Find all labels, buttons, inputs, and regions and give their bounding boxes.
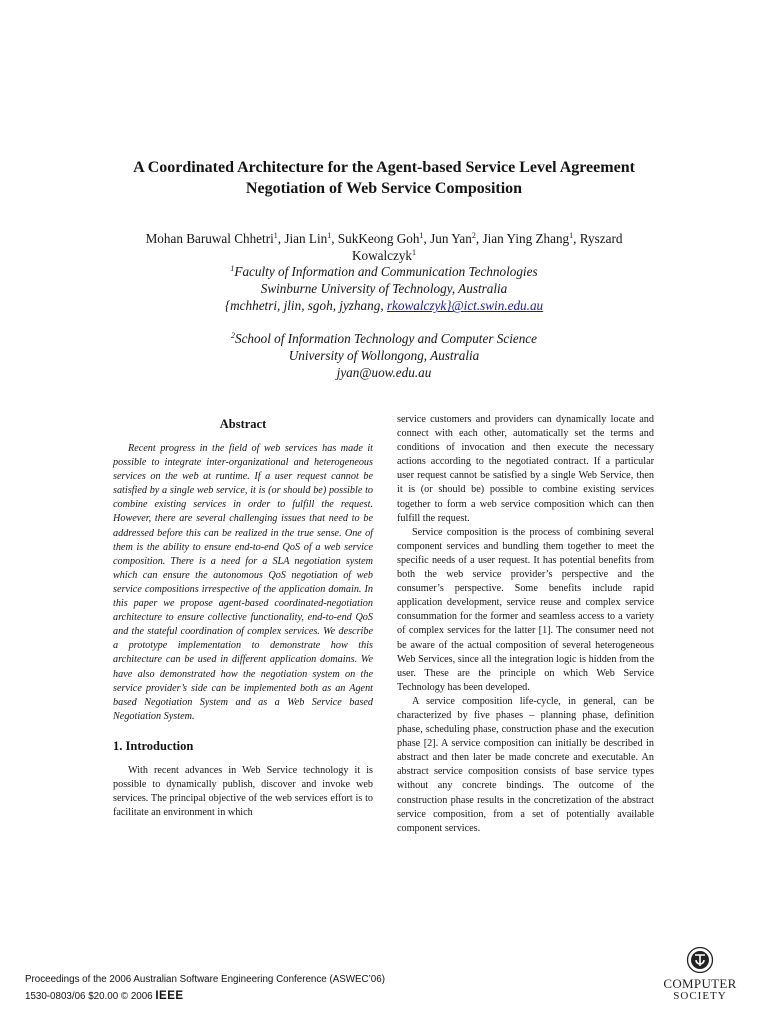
- author-affil-mark: 1: [569, 231, 574, 240]
- author-affil-mark: 1: [273, 231, 278, 240]
- affiliation-org: $^1$Faculty of Information and Communication Technologies: [230, 264, 538, 279]
- author-name: Kowalczyk: [351, 248, 413, 263]
- intro-paragraph-1-continued: service customers and providers can dynamically locate and connect with each other, automatically set the terms and conditions of invocation and then execute the necessary actions according to the negotiated contract. If a particular user request cannot be satisfied by a single Web Service, then it is (or should be) possible to combine existing services together to form a web service composition which can then fulfill the request.: [397, 414, 654, 524]
- author-list: [60, 230, 708, 264]
- computer-society-logo: [662, 946, 738, 1006]
- footer-proceedings: Proceedings of the 2006 Australian Software Engineering Conference (ASWEC’06): [25, 974, 385, 985]
- affiliation-2: [60, 330, 708, 382]
- affiliation-1: [60, 263, 708, 315]
- intro-paragraph-3: A service composition life-cycle, in general, can be characterized by five phases – planning phase, definition phase, scheduling phase, construction phase and the execution phase [2]. A service composition can initially be described in abstract and then later be made concrete and executable. An abstract service composition consists of base service types without any concrete bindings. The outcome of the construction phase results in the concretization of the abstract service composition, from a set of potentially available component services.: [397, 695, 654, 834]
- author-affil-mark: 2: [471, 231, 476, 240]
- footer-issn: 1530-0803/06 $20.00 © 2006: [25, 991, 156, 1002]
- author-affil-mark: 1: [412, 248, 417, 257]
- logo-text-computer: COMPUTER: [663, 976, 737, 991]
- author-line-1: Mohan Baruwal Chhetri$^1$, Jian Lin$^1$, SukKeong Goh$^1$, Jun Yan$^2$, Jian Ying Zhang$^1$, Ryszard: [145, 231, 623, 246]
- title-line-1: A Coordinated Architecture for the Agent-based Service Level Agreement: [133, 159, 635, 176]
- ieee-logo-text: IEEE: [155, 990, 184, 1002]
- abstract-heading: Abstract: [219, 417, 267, 431]
- affil-mark: 2: [230, 331, 235, 340]
- computer-society-emblem-icon: [686, 946, 714, 974]
- author-name: Ryszard: [579, 231, 623, 246]
- author-affil-mark: 1: [327, 231, 332, 240]
- author-name: Jian Lin: [284, 231, 328, 246]
- logo-text-society: SOCIETY: [673, 990, 727, 1002]
- section-heading-introduction: 1. Introduction: [113, 738, 194, 753]
- affiliation-org: $^2$School of Information Technology and Computer Science: [230, 331, 538, 346]
- author-name: Jian Ying Zhang: [482, 231, 570, 246]
- affiliation-place: University of Wollongong, Australia: [288, 348, 480, 364]
- author-affil-mark: 1: [419, 231, 424, 240]
- left-column: [113, 413, 373, 820]
- author-name: SukKeong Goh: [337, 231, 420, 246]
- affiliation-email: jyan@uow.edu.au: [336, 365, 432, 381]
- author-name: Mohan Baruwal Chhetri: [145, 231, 274, 246]
- right-column: [397, 413, 654, 836]
- email-link[interactable]: rkowalczyk}@ict.swin.edu.au: [386, 298, 544, 314]
- title-line-2: Negotiation of Web Service Composition: [245, 180, 523, 197]
- intro-paragraph-1: With recent advances in Web Service technology it is possible to dynamically publish, discover and invoke web services. The principal objective of the web services effort is to facilitate an environment in which: [113, 764, 373, 819]
- footer-copyright: [25, 990, 184, 1002]
- author-name: Jun Yan: [430, 231, 472, 246]
- paper-title: [60, 157, 708, 199]
- affiliation-place: Swinburne University of Technology, Australia: [260, 281, 508, 297]
- author-line-2: [60, 247, 708, 264]
- affiliation-emails: {mchhetri, jlin, sgoh, jyzhang, rkowalczyk}@ict.swin.edu.au: [224, 298, 544, 314]
- intro-paragraph-2: Service composition is the process of combining several component services and bundling them together to meet the specific needs of a user request. It has potential benefits from both the web service provider’s perspective and the consumer’s perspective. Some benefits include rapid application development, service reuse and complex service consummation for the former and seamless access to a variety of complex services for the latter [1]. The consumer need not be aware of the actual composition of several heterogeneous Web Services, since all the integration logic is hidden from the user. These are the principle on which Web Service Technology has been developed.: [397, 526, 654, 693]
- affil-mark: 1: [230, 264, 235, 273]
- abstract-text: Recent progress in the field of web services has made it possible to integrate inter-organizational and heterogeneous services on the web at runtime. If a user request cannot be satisfied by a single web service, it is (or should be) possible to combine existing services in order to fulfill the request. However, there are several challenging issues that need to be addressed before this can be realized in the true sense. One of them is the ability to ensure end-to-end QoS of a web service composition. There is a need for a SLA negotiation system which can ensure the autonomous QoS negotiation of web service compositions irrespective of the application domain. In this paper we propose agent-based coordinated-negotiation architecture to ensure collective functionality, end-to-end QoS and the stateful coordination of complex services. We describe a prototype implementation to demonstrate how this architecture can be used in different application domains. We have also demonstrated how the negotiation system on the service provider’s side can be implemented both as an Agent based Negotiation System and as a Web Service based Negotiation System.: [113, 443, 373, 722]
